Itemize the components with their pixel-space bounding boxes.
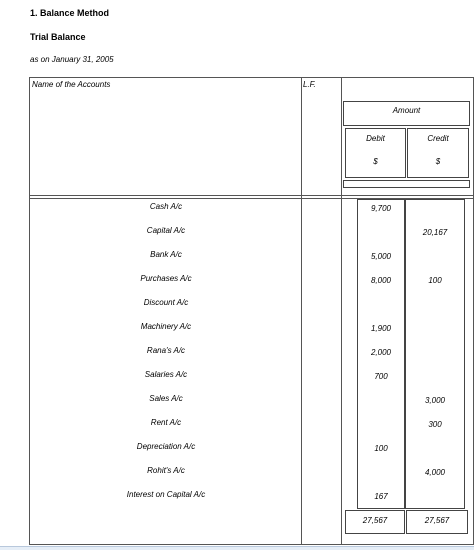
account-name: Sales A/c [149,394,183,403]
amount-header: Amount [392,106,421,115]
credit-column-box [405,199,465,509]
debit-value: 1,900 [370,324,392,333]
debit-header: Debit [366,134,385,143]
account-name: Discount A/c [143,298,189,307]
debit-value: 8,000 [370,276,392,285]
credit-value: 100 [428,276,442,285]
debit-value: 2,000 [370,348,392,357]
account-name: Rent A/c [150,418,182,427]
account-name: Rohit's A/c [147,466,185,475]
account-name: Depreciation A/c [136,442,196,451]
account-name: Cash A/c [149,202,183,211]
account-name: Rana's A/c [146,346,186,355]
lf-header: L.F. [303,80,316,89]
lf-column-divider [301,77,302,545]
account-name: Salaries A/c [144,370,188,379]
accounts-header: Name of the Accounts [32,80,111,89]
credit-value: 3,000 [424,396,446,405]
document-subtitle: Trial Balance [30,32,86,42]
debit-value: 100 [374,444,388,453]
credit-value: 4,000 [424,468,446,477]
credit-value: 300 [428,420,442,429]
debit-unit: $ [373,157,378,166]
section-title: 1. Balance Method [30,8,110,18]
account-name: Purchases A/c [140,274,192,283]
debit-value: 5,000 [370,252,392,261]
amount-column-divider [341,77,342,545]
debit-value: 167 [374,492,388,501]
date-line: as on January 31, 2005 [30,55,114,64]
credit-value: 20,167 [422,228,448,237]
credit-unit: $ [435,157,441,166]
credit-header: Credit [427,134,449,143]
debit-value: 9,700 [370,204,392,213]
window-bottom-edge [0,546,474,550]
header-divider [29,195,474,196]
account-name: Machinery A/c [140,322,192,331]
credit-total: 27,567 [424,516,450,525]
account-name: Bank A/c [150,250,182,259]
account-name: Capital A/c [146,226,186,235]
debit-value: 700 [374,372,388,381]
header-spacer-box [343,180,470,188]
debit-total: 27,567 [362,516,388,525]
account-name: Interest on Capital A/c [126,490,206,499]
